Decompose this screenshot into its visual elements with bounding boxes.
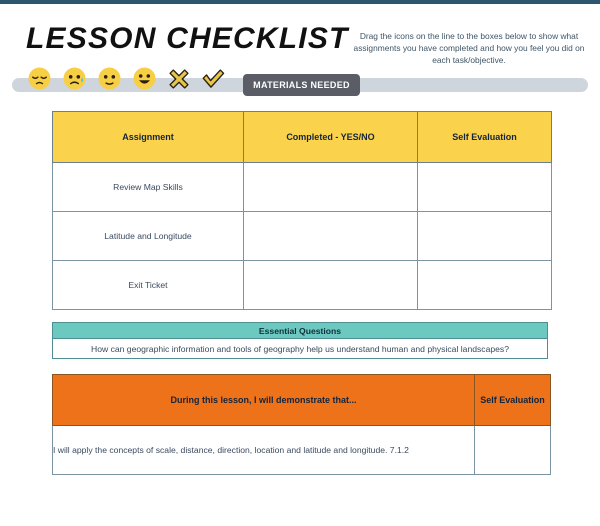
completed-dropzone[interactable]	[244, 261, 418, 310]
essential-questions-text: How can geographic information and tools of geography help us understand human and physical landscapes?	[52, 339, 548, 359]
self-evaluation-dropzone[interactable]	[418, 261, 552, 310]
table-row	[53, 163, 552, 212]
column-header-self-evaluation: Self Evaluation	[475, 375, 551, 426]
objective-text: I will apply the concepts of scale, distance, direction, location and latitude and longitude. 7.1.2	[53, 426, 475, 475]
cross-mark-icon[interactable]	[166, 66, 192, 92]
column-header-demonstrate: During this lesson, I will demonstrate that...	[53, 375, 475, 426]
column-header-assignment: Assignment	[53, 112, 244, 163]
page-header	[0, 4, 600, 68]
check-mark-icon[interactable]	[200, 66, 226, 92]
grinning-face-emoji[interactable]	[131, 65, 158, 92]
page-title: LESSON CHECKLIST	[26, 22, 349, 55]
self-evaluation-dropzone[interactable]	[418, 212, 552, 261]
assignment-name: Latitude and Longitude	[53, 212, 244, 261]
crying-face-emoji[interactable]	[61, 65, 88, 92]
completed-dropzone[interactable]	[244, 163, 418, 212]
column-header-completed: Completed - YES/NO	[244, 112, 418, 163]
essential-questions-header: Essential Questions	[52, 322, 548, 339]
column-header-self-evaluation: Self Evaluation	[418, 112, 552, 163]
completed-dropzone[interactable]	[244, 212, 418, 261]
materials-needed-button[interactable]: MATERIALS NEEDED	[243, 74, 360, 96]
self-evaluation-dropzone[interactable]	[475, 426, 551, 475]
table-row	[53, 212, 552, 261]
sleepy-face-emoji[interactable]	[26, 65, 53, 92]
table-row	[53, 426, 551, 475]
self-evaluation-dropzone[interactable]	[418, 163, 552, 212]
assignment-table	[52, 111, 552, 310]
demonstrate-table	[52, 374, 551, 475]
assignment-name: Review Map Skills	[53, 163, 244, 212]
draggable-icon-row	[26, 65, 226, 92]
essential-questions-block	[52, 322, 548, 359]
table-header-row	[53, 375, 551, 426]
table-row	[53, 261, 552, 310]
assignment-name: Exit Ticket	[53, 261, 244, 310]
table-header-row	[53, 112, 552, 163]
instructions-text: Drag the icons on the line to the boxes below to show what assignments you have completed and how you feel you did on each task/objective.	[353, 31, 585, 66]
neutral-face-emoji[interactable]	[96, 65, 123, 92]
